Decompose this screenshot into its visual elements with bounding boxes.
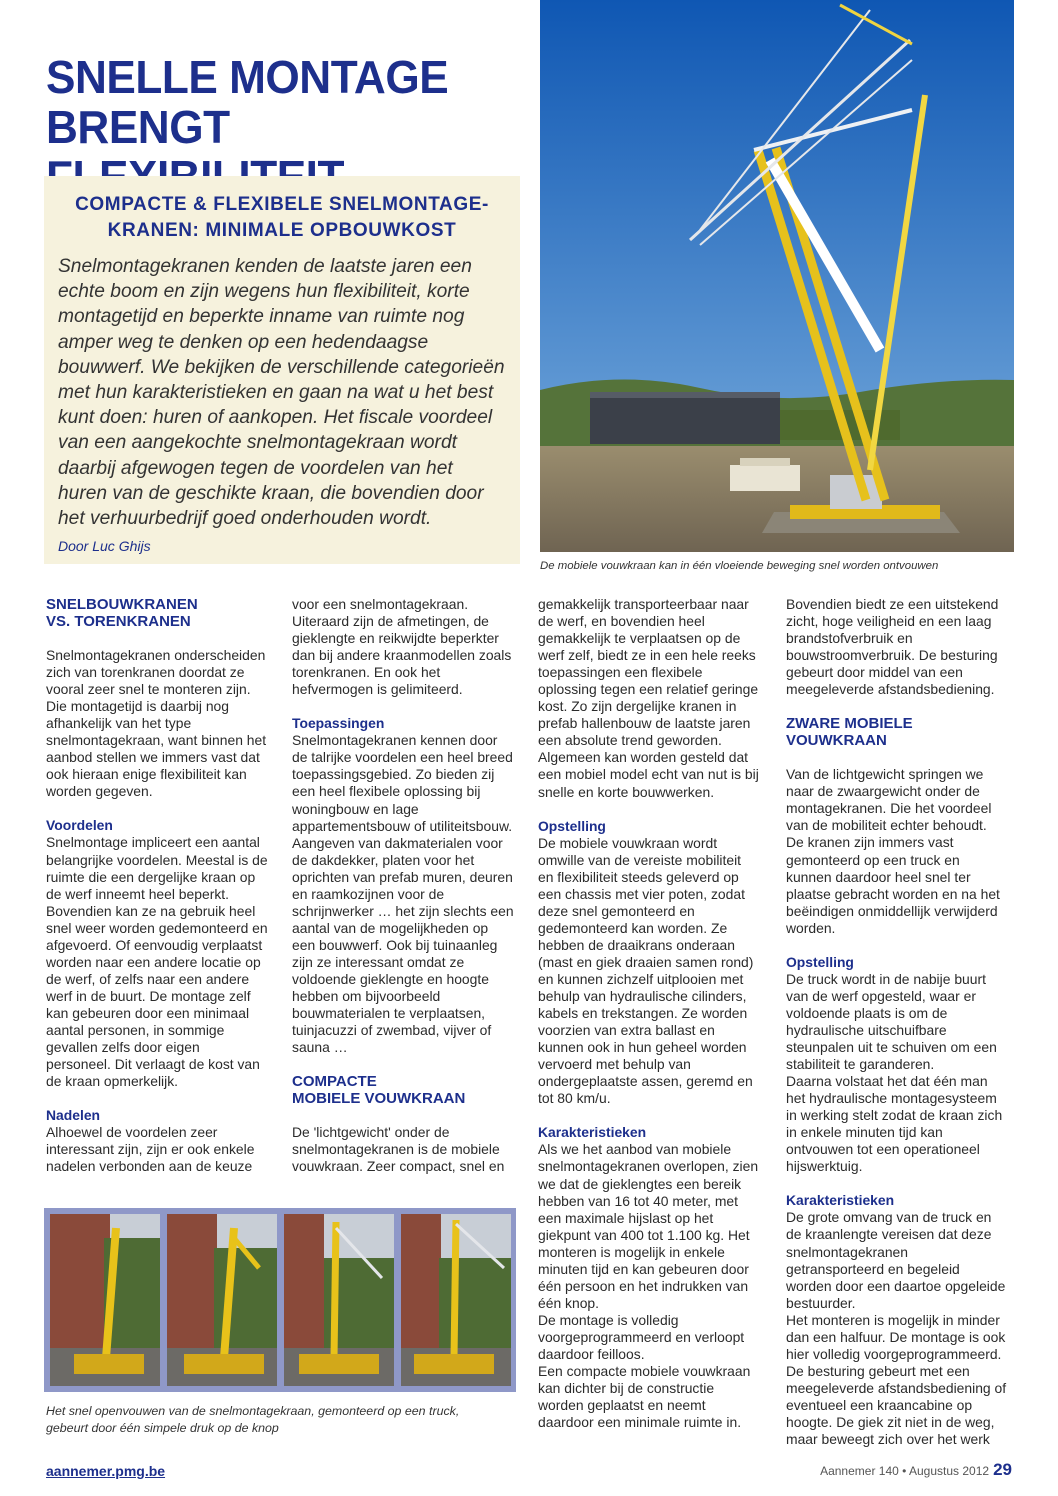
- photo-strip: [44, 1208, 516, 1392]
- paragraph: De mobiele vouwkraan wordt omwille van de vereiste mobiliteit en flexibiliteit steeds geleverd op een chassis met vier poten, zodat deze snel gemonteerd en gedemonteerd kan worden. Ze hebben de draaikrans onderaan (mast en giek draaien samen rond) en kunnen zichzelf uitplooien met behulp van hydraulische cilinders, kabels en trekstangen. Ze worden voorzien van extra ballast en kunnen ook in hun geheel worden vervoerd met behulp van ondergeplaatste assen, geremd en tot 80 km/u.: [538, 834, 754, 1107]
- website-link[interactable]: aannemer.pmg.be: [46, 1463, 166, 1479]
- intro-box: [44, 176, 520, 564]
- paragraph: De grote omvang van de truck en de kraanlengte vereisen dat deze snelmontagekranen getransporteerd en begeleid worden door een daartoe opgeleide bestuurder.: [786, 1209, 1006, 1311]
- subheading-voordelen: Voordelen: [46, 817, 113, 834]
- paragraph: gemakkelijk transporteerbaar naar de werf, en bovendien heel gemakkelijk te verplaatsen op de werf zelf, biedt ze in een hele reeks toepassingen een flexibele oplossing tegen een relatief geringe kost. Zo zijn dergelijke kranen in prefab hallenbouw de laatste jaren een absolute trend geworden. Algemeen kan worden gesteld dat een mobiel model echt van nut is bij snelle en korte bouwwerken.: [538, 596, 759, 800]
- column-2: [292, 596, 514, 1175]
- issue-label: Aannemer 140 • Augustus 2012: [820, 1464, 990, 1478]
- paragraph: Snelmontage impliceert een aantal belangrijke voordelen. Meestal is de ruimte die een dergelijke kraan op de werf inneemt heel beperkt. Bovendien kan ze na gebruik heel snel weer worden gedemonteerd en afgevoerd. Of eenvoudig verplaatst worden naar een andere locatie op de werf, of zelfs naar een andere werf in de buurt. De montage zelf kan gebeuren door een minimaal aantal personen, in sommige gevallen zelfs door eigen personeel. Dit verlaagt de kost van de kraan opmerkelijk.: [46, 834, 268, 1090]
- column-1: [46, 596, 268, 1175]
- subheading-opstelling: Opstelling: [786, 953, 854, 970]
- byline: Door Luc Ghijs: [58, 538, 151, 554]
- paragraph: De 'lichtgewicht' onder de snelmontagekranen is de mobiele vouwkraan. Zeer compact, snel en: [292, 1124, 505, 1175]
- subheading-toepassingen: Toepassingen: [292, 715, 385, 732]
- strip-photo-4: [401, 1214, 511, 1386]
- heading-line: COMPACTE: [292, 1073, 377, 1091]
- paragraph: De truck wordt in de nabije buurt van de werf opgesteld, waar er voldoende plaats is om de hydraulische uitschuifbare steunpalen uit te schuiven om een stabiliteit te garanderen.: [786, 970, 997, 1073]
- section-heading-snelbouwkranen: [46, 596, 268, 630]
- strip-caption-line-1: Het snel openvouwen van de snelmontagekraan, gemonteerd op een truck,: [46, 1404, 460, 1418]
- truck-crane-sequence: [44, 1208, 516, 1392]
- intro-heading-line-1: COMPACTE & FLEXIBELE SNELMONTAGE-: [75, 194, 489, 215]
- page-number: 29: [993, 1460, 1012, 1479]
- crane-photo-illustration: [540, 0, 1014, 552]
- paragraph: De montage is volledig voorgeprogrammeerd en verloopt daardoor feilloos.: [538, 1311, 745, 1362]
- paragraph: Een compacte mobiele vouwkraan kan dichter bij de constructie worden geplaatst en neemt daardoor een minimale ruimte in.: [538, 1363, 751, 1431]
- paragraph: Als we het aanbod van mobiele snelmontagekranen overlopen, zien we dat de gieklengtes een bereik hebben van 16 tot 40 meter, met een maximale hijslast op het giekpunt van 400 tot 1.100 kg. Het monteren is mogelijk in enkele minuten tijd en kan gebeuren door één persoon en het indrukken van één knop.: [538, 1141, 759, 1311]
- paragraph: Het monteren is mogelijk in minder dan een halfuur. De montage is ook hier volledig voorgeprogrammeerd.: [786, 1311, 1006, 1362]
- photo-caption: De mobiele vouwkraan kan in één vloeiende beweging snel worden ontvouwen: [540, 560, 939, 572]
- strip-photo-1: [50, 1214, 160, 1386]
- title-line-1: SNELLE MONTAGE: [46, 51, 449, 103]
- column-3: [538, 596, 760, 1431]
- paragraph: Bovendien biedt ze een uitstekend zicht, hoge veiligheid en een laag brandstofverbruik en bouwstroomverbruik. De besturing gebeurt door middel van een meegeleverde afstandsbediening.: [786, 596, 999, 698]
- strip-caption: [46, 1403, 516, 1437]
- strip-caption-line-2: gebeurt door één simpele druk op de knop: [46, 1421, 279, 1435]
- column-4: [786, 596, 1008, 1448]
- heading-line: SNELBOUWKRANEN: [46, 596, 198, 613]
- paragraph: voor een snelmontagekraan. Uiteraard zijn de afmetingen, de gieklengte en reikwijdte beperkter dan bij andere kraanmodellen zoals torenkranen. En ook het hefvermogen is gelimiteerd.: [292, 596, 512, 698]
- subheading-opstelling: Opstelling: [538, 817, 606, 834]
- intro-text: Snelmontagekranen kenden de laatste jaren een echte boom en zijn wegens hun flexibiliteit, korte montagetijd en beperkte inname van ruimte nog amper weg te denken op een hedendaagse bouwwerf. We bekijken de verschillende categorieën met hun karakteristieken en gaan na wat u het best kunt doen: huren of aankopen. Het fiscale voordeel van een aangekochte snelmontagekraan wordt daarbij afgewogen tegen de voordelen van het huren van de geschikte kraan, die bovendien door het verhuurbedrijf goed onderhouden wordt.: [58, 256, 505, 530]
- heading-line: VOUWKRAAN: [786, 732, 887, 750]
- paragraph: Alhoewel de voordelen zeer interessant zijn, zijn er ook enkele nadelen verbonden aan de keuze: [46, 1124, 255, 1175]
- heading-line: ZWARE MOBIELE: [786, 715, 913, 733]
- subheading-nadelen: Nadelen: [46, 1107, 101, 1124]
- paragraph: Snelmontagekranen kennen door de talrijke voordelen een heel breed toepassingsgebied. Zo bieden zij een heel flexibele oplossing bij woningbouw en lage appartementsbouw of utiliteitsbouw. Aangeven van dakmaterialen voor de dakdekker, platen voor het oprichten van prefab muren, deuren en raamkozijnen voor de schrijnwerker … het zijn slechts een aantal van de mogelijkheden op een bouwwerf. Ook bij tuinaanleg zijn ze interessant omdat ze voldoende gieklengte en hoogte hebben om bijvoorbeeld bouwmaterialen te verplaatsen, tuinjacuzzi of zwembad, vijver of sauna …: [292, 732, 514, 1056]
- paragraph: Van de lichtgewicht springen we naar de zwaargewicht onder de montagekranen. Die het voordeel van de mobiliteit echter behoudt. De kranen zijn immers vast gemonteerd op een truck en kunnen daardoor heel snel ter plaatse gebracht worden en na het beëindigen onmiddellijk verwijderd worden.: [786, 766, 1000, 936]
- subheading-karakteristieken: Karakteristieken: [538, 1124, 647, 1141]
- subheading-karakteristieken: Karakteristieken: [786, 1192, 895, 1209]
- strip-photo-2: [167, 1214, 277, 1386]
- heading-line: VS. TORENKRANEN: [46, 613, 191, 630]
- paragraph: Daarna volstaat het dat één man het hydraulische montagesysteem in werking stelt zodat de kraan zich in enkele minuten tijd kan ontvouwen tot een operationeel hijswerktuig.: [786, 1073, 1003, 1175]
- intro-heading-line-2: KRANEN: MINIMALE OPBOUWKOST: [107, 220, 457, 241]
- paragraph: De besturing gebeurt met een meegeleverde afstandsbediening of eventueel een kraancabine op hoogte. De giek zit niet in de weg, maar beweegt zich over het werk: [786, 1362, 1007, 1448]
- paragraph: Snelmontagekranen onderscheiden zich van torenkranen doordat ze vooral zeer snel te monteren zijn. Die montagetijd is daarbij nog afhankelijk van het type snelmontagekraan, want binnen het aanbod stellen we immers vast dat ook hieraan enige flexibiliteit kan worden gegeven.: [46, 647, 267, 800]
- intro-heading: [58, 192, 506, 244]
- title-line-2: BRENGT: [46, 101, 230, 153]
- issue-info: [820, 1460, 1012, 1480]
- section-heading-compacte-vouwkraan: [292, 1073, 514, 1107]
- heading-line: MOBIELE VOUWKRAAN: [292, 1090, 466, 1108]
- crane-photo: [540, 0, 1014, 552]
- strip-photo-3: [284, 1214, 394, 1386]
- section-heading-zware-vouwkraan: [786, 715, 1008, 749]
